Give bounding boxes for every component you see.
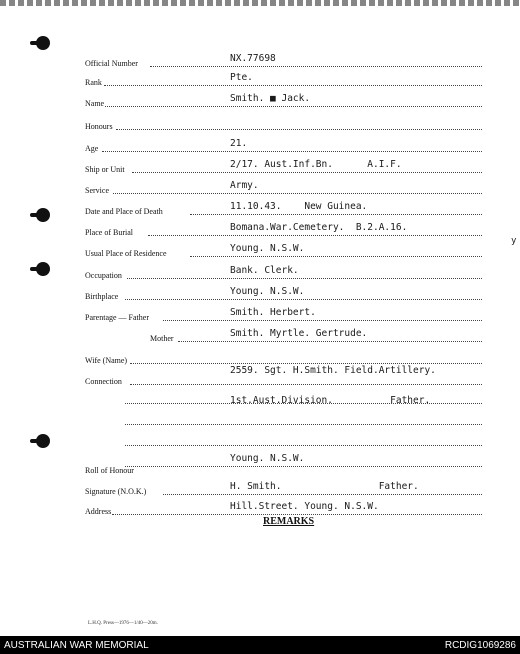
connection-line-3: [125, 424, 482, 425]
wife-label: Wife (Name): [85, 356, 128, 365]
name-value: Smith. ■ Jack.: [230, 93, 311, 104]
connection-line-4: [125, 445, 482, 446]
page-top-edge: [0, 0, 520, 6]
birthplace-line: [125, 299, 482, 300]
residence-line: [190, 256, 482, 257]
signature-value: H. Smith. Father.: [230, 481, 419, 492]
row-name: [0, 88, 520, 108]
row-address: [0, 496, 520, 516]
row-wife: [0, 345, 520, 365]
connection-value-1: 2559. Sgt. H.Smith. Field.Artillery.: [230, 365, 436, 376]
row-mother: [0, 323, 520, 343]
connection-label: Connection: [85, 377, 122, 386]
row-rank: [0, 67, 520, 87]
name-label: Name: [85, 99, 105, 108]
mother-value: Smith. Myrtle. Gertrude.: [230, 328, 368, 339]
rank-label: Rank: [85, 78, 102, 87]
row-age: [0, 133, 520, 153]
row-official-number: [0, 48, 520, 68]
row-ship-unit: [0, 154, 520, 174]
father-value: Smith. Herbert.: [230, 307, 316, 318]
row-death: [0, 196, 520, 216]
occupation-value: Bank. Clerk.: [230, 265, 299, 276]
row-honours: [0, 111, 520, 131]
connection-value-2: 1st.Aust.Division. Father.: [230, 395, 431, 406]
roll-label: Roll of Honour: [85, 466, 134, 475]
ship-unit-label: Ship or Unit: [85, 165, 125, 174]
mother-label: Mother: [150, 334, 174, 343]
row-roll: [0, 455, 520, 475]
burial-line: [148, 235, 482, 236]
birthplace-value: Young. N.S.W.: [230, 286, 305, 297]
margin-mark: y: [511, 236, 517, 246]
occupation-line: [127, 278, 482, 279]
row-connection-3: [0, 406, 520, 426]
residence-label: Usual Place of Residence: [85, 249, 167, 258]
official-number-value: NX.77698: [230, 53, 276, 64]
age-value: 21.: [230, 138, 248, 149]
honours-line: [116, 129, 482, 130]
archive-name: AUSTRALIAN WAR MEMORIAL: [4, 640, 149, 651]
ship-unit-line: [132, 172, 482, 173]
burial-value: Bomana.War.Cemetery. B.2.A.16.: [230, 222, 408, 233]
death-value: 11.10.43. New Guinea.: [230, 201, 368, 212]
age-label: Age: [85, 144, 99, 153]
remarks-heading: REMARKS: [263, 516, 315, 527]
honours-label: Honours: [85, 122, 113, 131]
signature-label: Signature (N.O.K.): [85, 487, 147, 496]
row-signature: [0, 476, 520, 496]
row-burial: [0, 217, 520, 237]
official-number-label: Official Number: [85, 59, 138, 68]
row-occupation: [0, 260, 520, 280]
rank-value: Pte.: [230, 72, 253, 83]
name-line: [105, 106, 482, 107]
wife-line: [130, 363, 482, 364]
rank-line: [104, 85, 482, 86]
row-birthplace: [0, 281, 520, 301]
service-line: [113, 193, 482, 194]
row-connection-4: [0, 427, 520, 447]
father-label: Parentage — Father: [85, 313, 149, 322]
address-value: Hill.Street. Young. N.S.W.: [230, 501, 379, 512]
death-line: [190, 214, 482, 215]
archive-reference: RCDIG1069286: [444, 640, 516, 651]
burial-label: Place of Burial: [85, 228, 133, 237]
row-service: [0, 175, 520, 195]
mother-line: [178, 341, 482, 342]
father-line: [163, 320, 482, 321]
signature-line: [163, 494, 482, 495]
birthplace-label: Birthplace: [85, 292, 119, 301]
address-line: [112, 514, 482, 515]
row-connection-2: [0, 385, 520, 405]
ship-unit-value: 2/17. Aust.Inf.Bn. A.I.F.: [230, 159, 402, 170]
row-father: [0, 302, 520, 322]
printer-code: L.H.Q. Press—1976—1/40—20m.: [88, 621, 158, 626]
row-connection: [0, 366, 520, 386]
archive-footer-bar: [0, 636, 520, 654]
service-value: Army.: [230, 180, 259, 191]
service-label: Service: [85, 186, 109, 195]
occupation-label: Occupation: [85, 271, 122, 280]
residence-value: Young. N.S.W.: [230, 243, 305, 254]
age-line: [102, 151, 482, 152]
death-label: Date and Place of Death: [85, 207, 163, 216]
address-label: Address: [85, 507, 112, 516]
roll-value: Young. N.S.W.: [230, 453, 305, 464]
row-residence: [0, 238, 520, 258]
